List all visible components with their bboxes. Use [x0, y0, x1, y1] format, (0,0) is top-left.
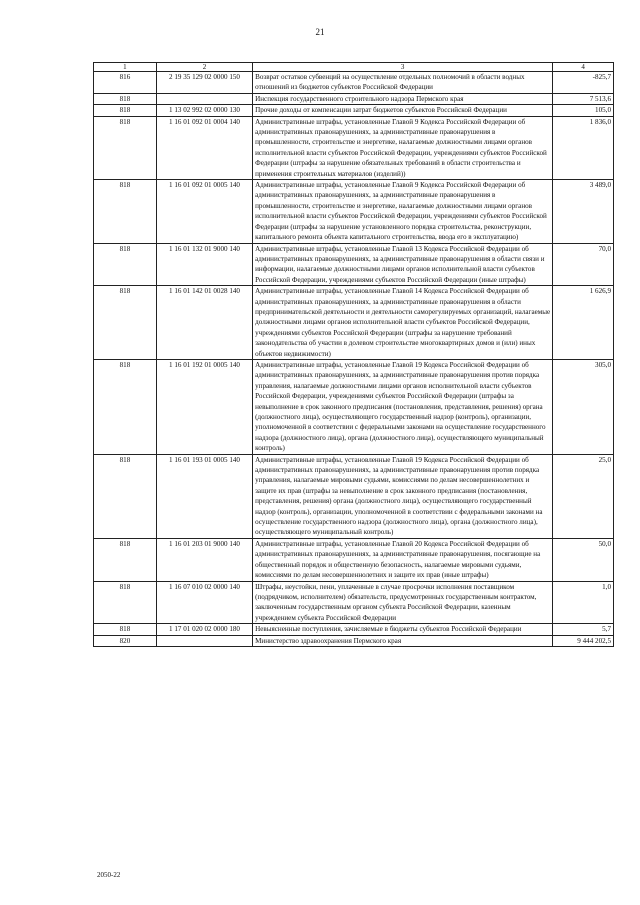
table-row	[94, 581, 614, 624]
classification-code-cell: 1 16 01 092 01 0005 140	[156, 180, 252, 243]
revenue-name-cell: Инспекция государственного строительного надзора Пермского края	[253, 93, 553, 104]
amount-cell: 1 626,9	[553, 286, 614, 360]
amount-cell: 1,0	[553, 581, 614, 624]
table-row	[94, 286, 614, 360]
classification-code-cell: 1 16 01 142 01 0028 140	[156, 286, 252, 360]
header-col-4: 4	[553, 63, 614, 72]
amount-cell: 3 489,0	[553, 180, 614, 243]
admin-code-cell: 818	[94, 538, 157, 581]
budget-table	[93, 62, 614, 647]
table-row	[94, 243, 614, 286]
table-header-row	[94, 63, 614, 72]
revenue-name-cell: Невыясненные поступления, зачисляемые в бюджеты субъектов Российской Федерации	[253, 624, 553, 635]
classification-code-cell: 1 16 01 092 01 0004 140	[156, 116, 252, 179]
admin-code-cell: 818	[94, 624, 157, 635]
revenue-name-cell: Административные штрафы, установленные Главой 9 Кодекса Российской Федерации об административных правонарушениях, за административные правонарушения в промышленности, строительстве и энергетике, налагаемые должностными лицами органов исполнительной власти субъектов Российской Федерации, учреждениями субъектов Российской Федерации (штрафы за нарушение установленного порядка строительства, реконструкции, капитального ремонта объекта капитального строительства, ввода его в эксплуатацию)	[253, 180, 553, 243]
table-row	[94, 635, 614, 646]
admin-code-cell: 816	[94, 72, 157, 94]
classification-code-cell: 1 13 02 992 02 0000 130	[156, 105, 252, 116]
amount-cell: 9 444 202,5	[553, 635, 614, 646]
revenue-name-cell: Возврат остатков субвенций на осуществление отдельных полномочий в области водных отношений из бюджетов субъектов Российской Федерации	[253, 72, 553, 94]
table-row	[94, 454, 614, 538]
admin-code-cell: 818	[94, 454, 157, 538]
amount-cell: 70,0	[553, 243, 614, 286]
classification-code-cell: 1 16 07 010 02 0000 140	[156, 581, 252, 624]
admin-code-cell: 818	[94, 286, 157, 360]
amount-cell: 1 836,0	[553, 116, 614, 179]
amount-cell: 305,0	[553, 359, 614, 454]
header-col-2: 2	[156, 63, 252, 72]
admin-code-cell: 818	[94, 359, 157, 454]
admin-code-cell: 820	[94, 635, 157, 646]
table-row	[94, 538, 614, 581]
revenue-name-cell: Штрафы, неустойки, пени, уплаченные в случае просрочки исполнения поставщиком (подрядчиком, исполнителем) обязательств, предусмотренных государственным контрактом, заключенным государственным органом субъекта Российской Федерации, казенным учреждением субъекта Российской Федерации	[253, 581, 553, 624]
revenue-name-cell: Министерство здравоохранения Пермского края	[253, 635, 553, 646]
page-number: 21	[315, 27, 325, 37]
amount-cell: 5,7	[553, 624, 614, 635]
amount-cell: 50,0	[553, 538, 614, 581]
classification-code-cell: 1 16 01 132 01 9000 140	[156, 243, 252, 286]
amount-cell: -825,7	[553, 72, 614, 94]
amount-cell: 7 513,6	[553, 93, 614, 104]
revenue-name-cell: Административные штрафы, установленные Главой 9 Кодекса Российской Федерации об административных правонарушениях, за административные правонарушения в промышленности, строительстве и энергетике, налагаемые должностными лицами органов исполнительной власти субъектов Российской Федерации, учреждениями субъектов Российской Федерации (штрафы за нарушение обязательных требований в области строительства и применения строительных материалов (изделий))	[253, 116, 553, 179]
table-row	[94, 624, 614, 635]
classification-code-cell: 2 19 35 129 02 0000 150	[156, 72, 252, 94]
classification-code-cell	[156, 93, 252, 104]
admin-code-cell: 818	[94, 105, 157, 116]
classification-code-cell: 1 17 01 020 02 0000 180	[156, 624, 252, 635]
table-row	[94, 105, 614, 116]
classification-code-cell: 1 16 01 193 01 0005 140	[156, 454, 252, 538]
classification-code-cell: 1 16 01 192 01 0005 140	[156, 359, 252, 454]
table-row	[94, 359, 614, 454]
revenue-name-cell: Административные штрафы, установленные Главой 19 Кодекса Российской Федерации об административных правонарушениях, за административные правонарушения против порядка управления, налагаемые мировыми судьями, комиссиями по делам несовершеннолетних и защите их прав (штрафы за невыполнение в срок законного предписания (постановления, представления, решения) органа (должностного лица), осуществляющего государственный надзор (контроль), организации, уполномоченной в соответствии с федеральными законами на осуществление государственного надзора (должностного лица), органа (должностного лица), осуществляющего муниципальный контроль)	[253, 454, 553, 538]
admin-code-cell: 818	[94, 243, 157, 286]
admin-code-cell: 818	[94, 581, 157, 624]
admin-code-cell: 818	[94, 180, 157, 243]
amount-cell: 105,0	[553, 105, 614, 116]
revenue-name-cell: Административные штрафы, установленные Главой 13 Кодекса Российской Федерации об административных правонарушениях, за административные правонарушения в области связи и информации, налагаемые должностными лицами органов исполнительной власти субъектов Российской Федерации, учреждениями субъектов Российской Федерации (иные штрафы)	[253, 243, 553, 286]
table-row	[94, 93, 614, 104]
revenue-name-cell: Административные штрафы, установленные Главой 20 Кодекса Российской Федерации об административных правонарушениях, за административные правонарушения, посягающие на общественный порядок и общественную безопасность, налагаемые мировыми судьями, комиссиями по делам несовершеннолетних и защите их прав (иные штрафы)	[253, 538, 553, 581]
classification-code-cell	[156, 635, 252, 646]
footer-code: 2050-22	[97, 871, 121, 879]
table-row	[94, 72, 614, 94]
table-row	[94, 116, 614, 179]
header-col-3: 3	[253, 63, 553, 72]
admin-code-cell: 818	[94, 93, 157, 104]
classification-code-cell: 1 16 01 203 01 9000 140	[156, 538, 252, 581]
revenue-name-cell: Административные штрафы, установленные Главой 19 Кодекса Российской Федерации об административных правонарушениях, за административные правонарушения против порядка управления, налагаемые должностными лицами органов исполнительной власти субъектов Российской Федерации, учреждениями субъектов Российской Федерации (штрафы за невыполнение в срок законного предписания (постановления, представления, решения) органа (должностного лица), осуществляющего государственный надзор (контроль), организации, уполномоченной в соответствии с федеральными законами на осуществление государственного надзора (должностного лица), органа (должностного лица), осуществляющего муниципальный контроль)	[253, 359, 553, 454]
admin-code-cell: 818	[94, 116, 157, 179]
revenue-name-cell: Прочие доходы от компенсации затрат бюджетов субъектов Российской Федерации	[253, 105, 553, 116]
amount-cell: 25,0	[553, 454, 614, 538]
table-row	[94, 180, 614, 243]
revenue-name-cell: Административные штрафы, установленные Главой 14 Кодекса Российской Федерации об административных правонарушениях, за административные правонарушения в области предпринимательской деятельности и деятельности саморегулируемых организаций, налагаемые должностными лицами органов исполнительной власти субъектов Российской Федерации, учреждениями субъектов Российской Федерации (штрафы за нарушение требований законодательства об участии в долевом строительстве многоквартирных домов и (или) иных объектов недвижимости)	[253, 286, 553, 360]
header-col-1: 1	[94, 63, 157, 72]
